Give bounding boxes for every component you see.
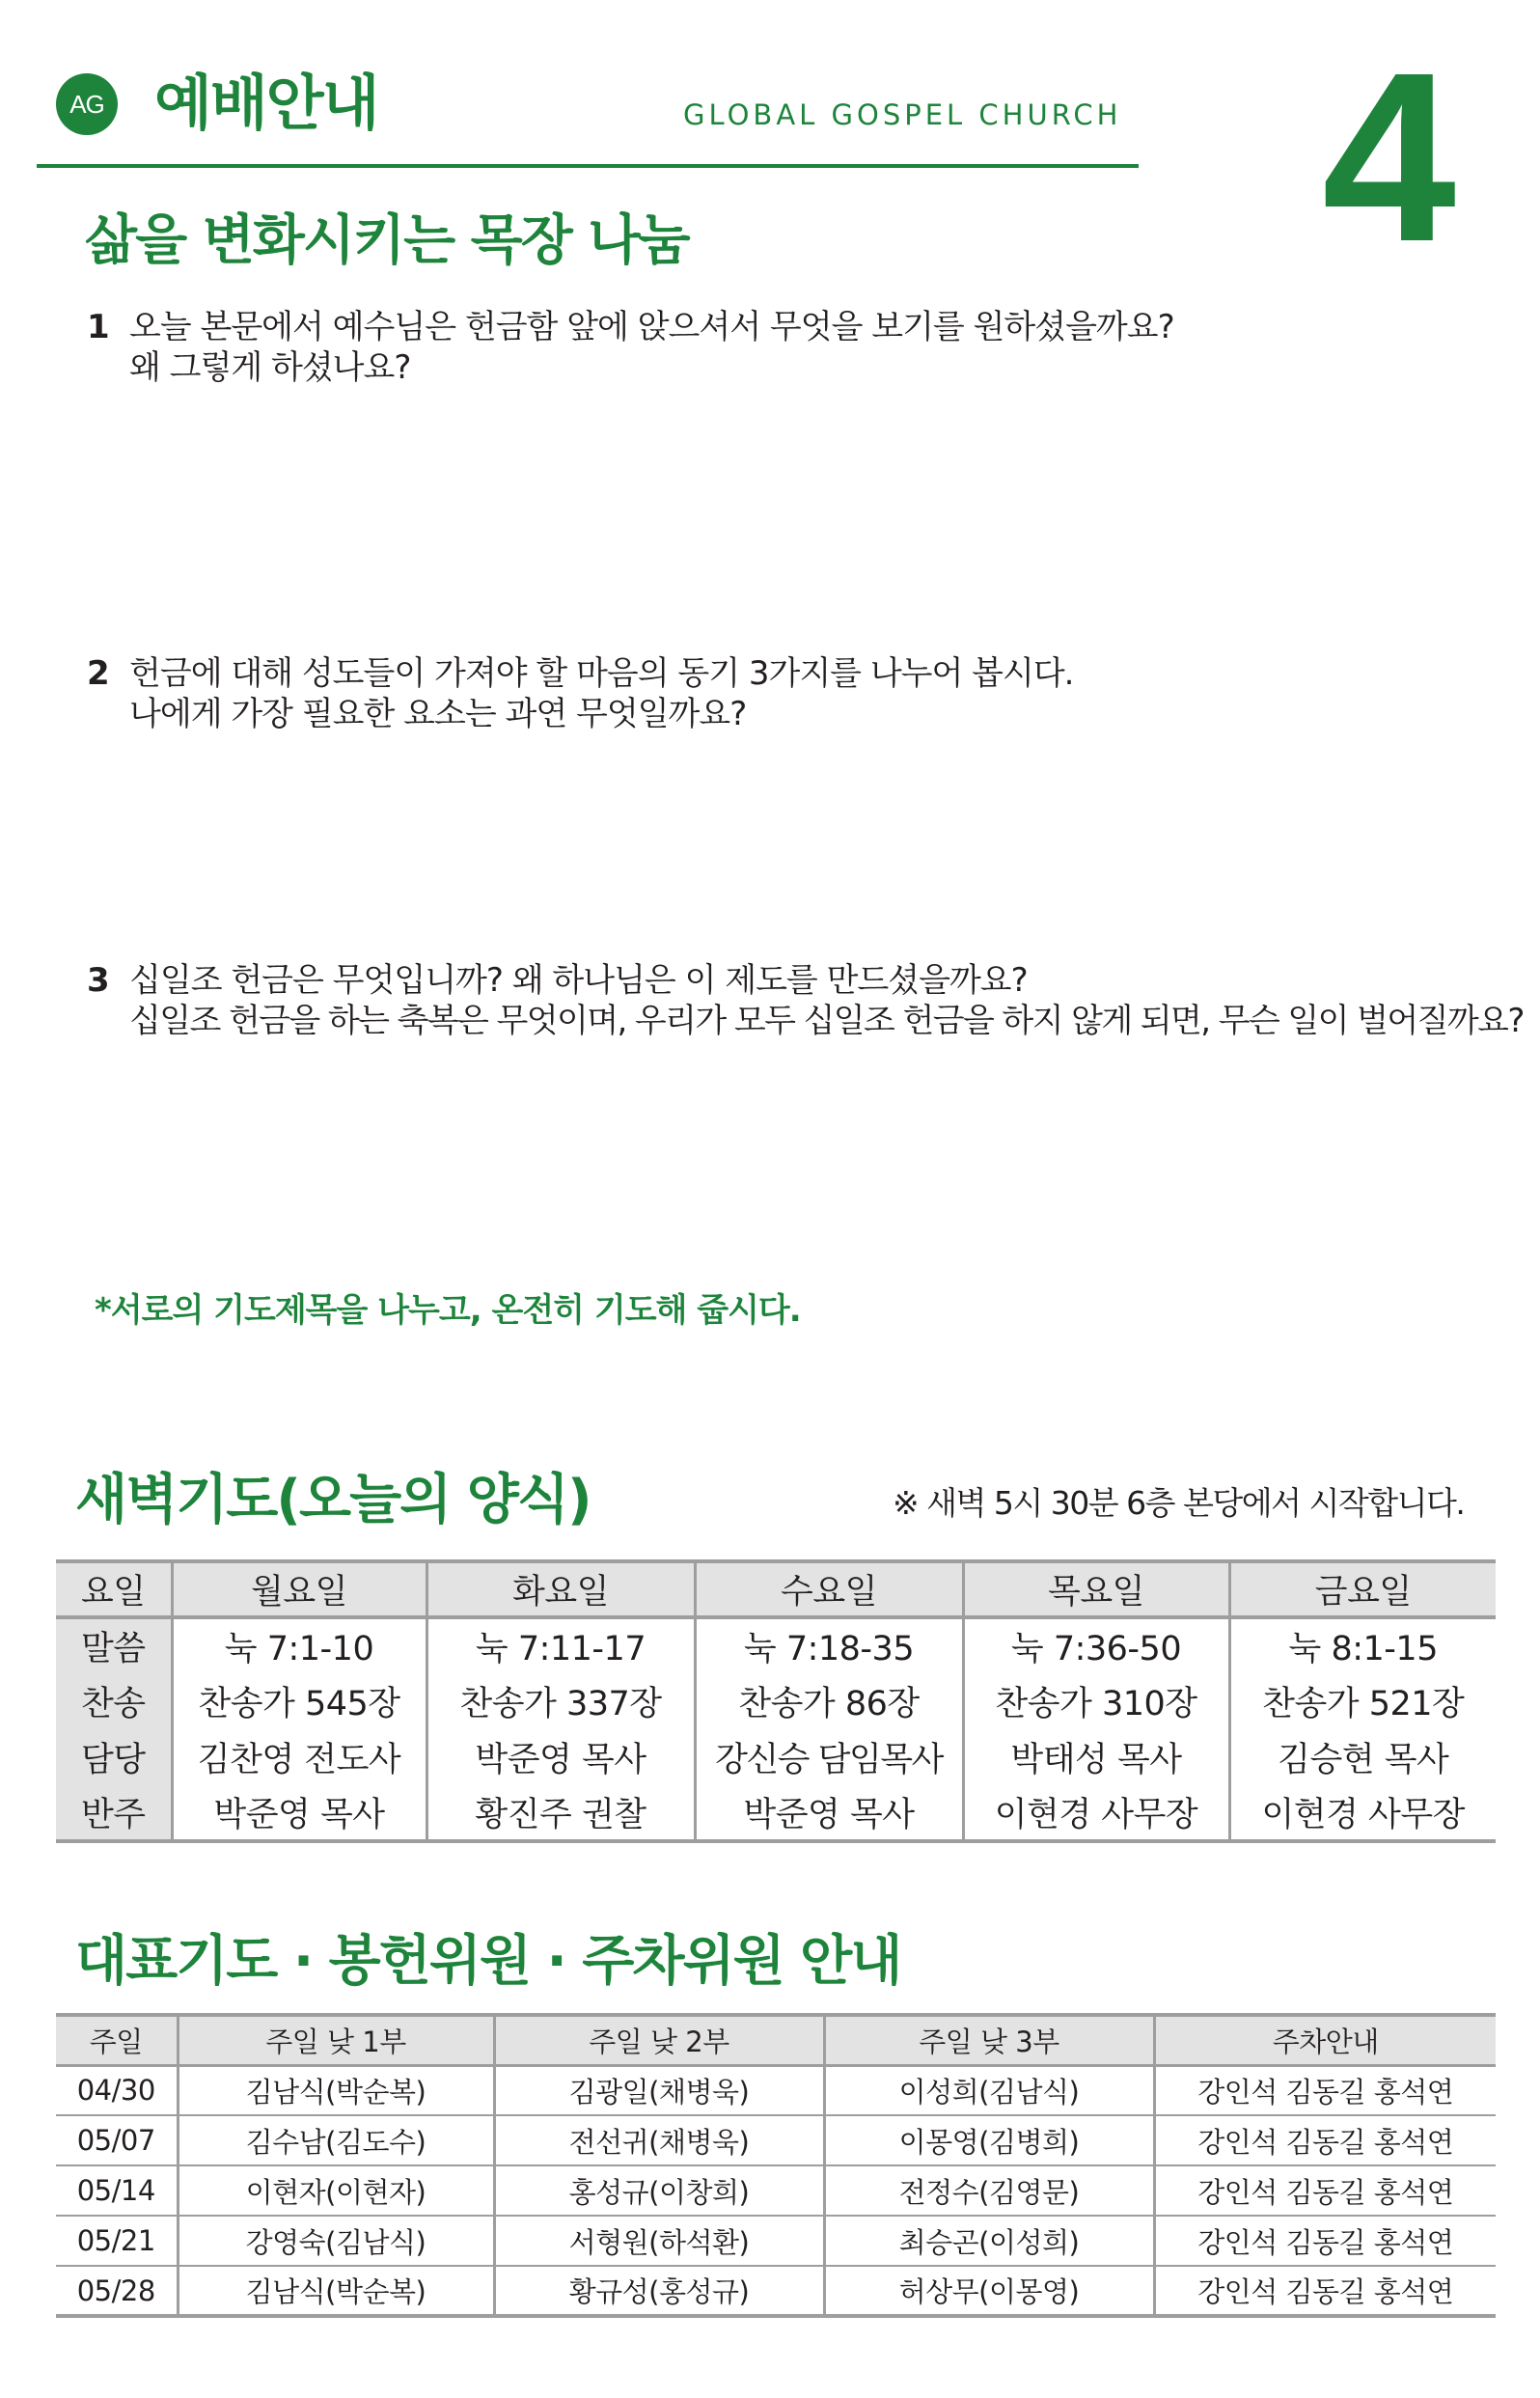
table-cell: 김찬영 전도사 xyxy=(172,1729,426,1785)
table-row xyxy=(56,2216,1496,2266)
question-line: 왜 그렇게 하셨나요? xyxy=(129,348,411,387)
column-header: 주일 낮 3부 xyxy=(824,2015,1154,2065)
table-cell: 김승현 목사 xyxy=(1229,1729,1496,1785)
table-cell: 눅 7:18-35 xyxy=(695,1617,963,1673)
table-cell: 전선귀(채병욱) xyxy=(494,2115,824,2165)
date-cell: 05/07 xyxy=(56,2115,178,2165)
table-cell: 김광일(채병욱) xyxy=(494,2065,824,2115)
date-cell: 05/14 xyxy=(56,2165,178,2216)
table-cell: 강인석 김동길 홍석연 xyxy=(1154,2266,1496,2316)
table-cell: 강인석 김동길 홍석연 xyxy=(1154,2115,1496,2165)
table-row xyxy=(56,1617,1496,1673)
table-cell: 이몽영(김병희) xyxy=(824,2115,1154,2165)
church-logo xyxy=(56,73,118,135)
table-cell: 김남식(박순복) xyxy=(178,2065,494,2115)
logo-text: AG xyxy=(69,89,104,119)
question-line: 십일조 헌금을 하는 축복은 무엇이며, 우리가 모두 십일조 헌금을 하지 않게 되면, 무슨 일이 벌어질까요? xyxy=(129,1002,1524,1040)
column-header: 목요일 xyxy=(963,1561,1229,1617)
question-number: 3 xyxy=(87,961,109,1000)
table-cell: 서형원(하석환) xyxy=(494,2216,824,2266)
date-cell: 04/30 xyxy=(56,2065,178,2115)
table-cell: 박준영 목사 xyxy=(172,1785,426,1841)
table-cell: 박준영 목사 xyxy=(695,1785,963,1841)
table-cell: 눅 7:11-17 xyxy=(426,1617,695,1673)
table-cell: 눅 7:36-50 xyxy=(963,1617,1229,1673)
table-row xyxy=(56,1673,1496,1729)
column-header: 수요일 xyxy=(695,1561,963,1617)
dawn-prayer-note: ※ 새벽 5시 30분 6층 본당에서 시작합니다. xyxy=(893,1484,1465,1522)
page-title: 예배안내 xyxy=(154,68,378,138)
table-cell: 강신승 담임목사 xyxy=(695,1729,963,1785)
table-cell: 눅 7:1-10 xyxy=(172,1617,426,1673)
table-cell: 이현경 사무장 xyxy=(963,1785,1229,1841)
table-cell: 박준영 목사 xyxy=(426,1729,695,1785)
question-number: 1 xyxy=(87,308,109,346)
column-header: 금요일 xyxy=(1229,1561,1496,1617)
table-cell: 이현자(이현자) xyxy=(178,2165,494,2216)
table-cell: 강인석 김동길 홍석연 xyxy=(1154,2165,1496,2216)
small-group-title: 삶을 변화시키는 목장 나눔 xyxy=(85,209,689,272)
table-cell: 찬송가 545장 xyxy=(172,1673,426,1729)
table-cell: 홍성규(이창희) xyxy=(494,2165,824,2216)
prayer-note: *서로의 기도제목을 나누고, 온전히 기도해 줍시다. xyxy=(95,1291,801,1330)
row-label: 말씀 xyxy=(56,1617,172,1673)
column-header: 주일 xyxy=(56,2015,178,2065)
table-cell: 박태성 목사 xyxy=(963,1729,1229,1785)
column-header: 주차안내 xyxy=(1154,2015,1496,2065)
table-row xyxy=(56,1785,1496,1841)
table-cell: 전정수(김영문) xyxy=(824,2165,1154,2216)
question-line: 오늘 본문에서 예수님은 헌금함 앞에 앉으셔서 무엇을 보기를 원하셨을까요? xyxy=(129,308,1174,346)
question-line: 나에게 가장 필요한 요소는 과연 무엇일까요? xyxy=(129,695,747,733)
table-cell: 찬송가 86장 xyxy=(695,1673,963,1729)
table-row xyxy=(56,1729,1496,1785)
column-header: 화요일 xyxy=(426,1561,695,1617)
question-number: 2 xyxy=(87,654,109,693)
table-row xyxy=(56,2266,1496,2316)
row-label: 찬송 xyxy=(56,1673,172,1729)
table-cell: 이성희(김남식) xyxy=(824,2065,1154,2115)
table-cell: 허상무(이몽영) xyxy=(824,2266,1154,2316)
church-name: GLOBAL GOSPEL CHURCH xyxy=(683,98,1122,131)
dawn-prayer-table xyxy=(56,1559,1496,1843)
column-header: 요일 xyxy=(56,1561,172,1617)
table-cell: 찬송가 310장 xyxy=(963,1673,1229,1729)
dawn-prayer-title: 새벽기도(오늘의 양식) xyxy=(75,1469,591,1531)
column-header: 월요일 xyxy=(172,1561,426,1617)
duty-roster-table xyxy=(56,2013,1496,2318)
table-cell: 강인석 김동길 홍석연 xyxy=(1154,2216,1496,2266)
date-cell: 05/28 xyxy=(56,2266,178,2316)
table-cell: 눅 8:1-15 xyxy=(1229,1617,1496,1673)
column-header: 주일 낮 1부 xyxy=(178,2015,494,2065)
question-line: 십일조 헌금은 무엇입니까? 왜 하나님은 이 제도를 만드셨을까요? xyxy=(129,961,1028,1000)
row-label: 담당 xyxy=(56,1729,172,1785)
table-cell: 김수남(김도수) xyxy=(178,2115,494,2165)
table-row xyxy=(56,2065,1496,2115)
question-line: 헌금에 대해 성도들이 가져야 할 마음의 동기 3가지를 나누어 봅시다. xyxy=(129,654,1074,693)
table-cell: 황규성(홍성규) xyxy=(494,2266,824,2316)
table-cell: 이현경 사무장 xyxy=(1229,1785,1496,1841)
table-cell: 찬송가 337장 xyxy=(426,1673,695,1729)
page-number: 4 xyxy=(1322,22,1457,291)
table-cell: 최승곤(이성희) xyxy=(824,2216,1154,2266)
table-cell: 강영숙(김남식) xyxy=(178,2216,494,2266)
table-row xyxy=(56,2165,1496,2216)
table-cell: 황진주 권찰 xyxy=(426,1785,695,1841)
date-cell: 05/21 xyxy=(56,2216,178,2266)
duty-roster-title: 대표기도 · 봉헌위원 · 주차위원 안내 xyxy=(75,1930,901,1993)
table-row xyxy=(56,2115,1496,2165)
column-header: 주일 낮 2부 xyxy=(494,2015,824,2065)
table-header-row xyxy=(56,2015,1496,2065)
table-header-row xyxy=(56,1561,1496,1617)
row-label: 반주 xyxy=(56,1785,172,1841)
table-cell: 찬송가 521장 xyxy=(1229,1673,1496,1729)
header-divider xyxy=(37,164,1139,168)
table-cell: 김남식(박순복) xyxy=(178,2266,494,2316)
table-cell: 강인석 김동길 홍석연 xyxy=(1154,2065,1496,2115)
